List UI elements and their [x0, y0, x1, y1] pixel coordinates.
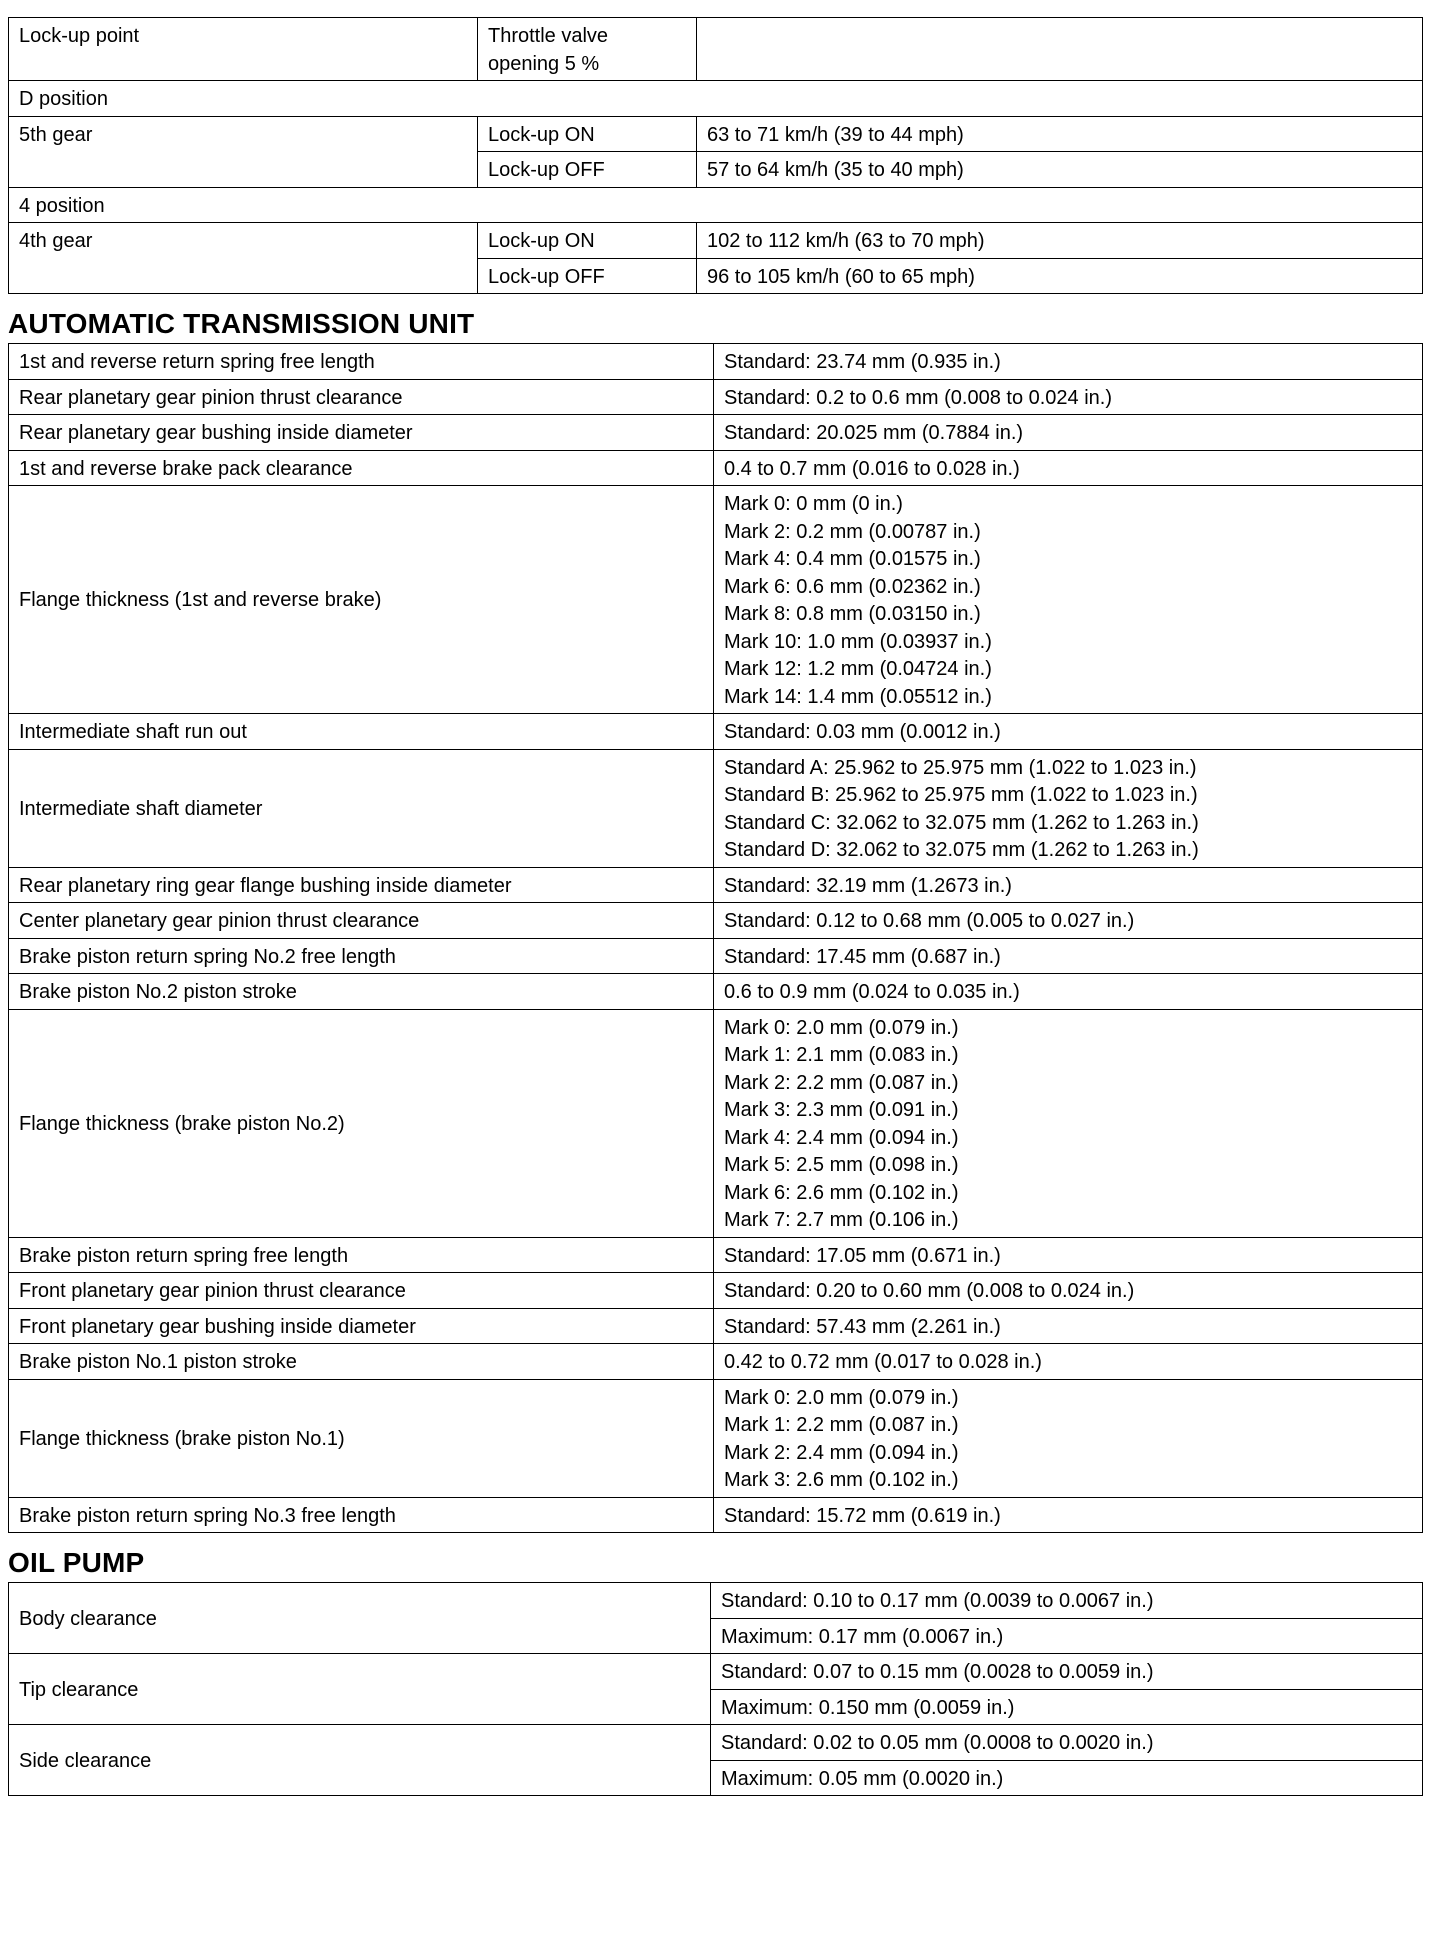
spec-label: Intermediate shaft run out: [9, 714, 714, 750]
4-position-heading: 4 position: [9, 187, 1423, 223]
spec-value-line: Standard: 20.025 mm (0.7884 in.): [724, 422, 1024, 444]
spec-value: [714, 379, 1423, 415]
table-row: [9, 867, 1423, 903]
spec-value: [714, 903, 1423, 939]
spec-value-line: Standard: 57.43 mm (2.261 in.): [724, 1315, 1001, 1338]
table-row: [9, 415, 1423, 451]
spec-value-line: Mark 2: 0.2 mm (0.00787 in.): [724, 520, 981, 543]
spec-label: Center planetary gear pinion thrust clearance: [9, 903, 714, 939]
table-row: [9, 81, 1423, 117]
spec-value-line: Mark 0: 2.0 mm (0.079 in.): [724, 1016, 959, 1039]
spec-value-line: Standard: 0.12 to 0.68 mm (0.005 to 0.027 in.): [724, 910, 1135, 932]
lockup-point-label: Lock-up point: [9, 18, 478, 81]
spec-label: 1st and reverse brake pack clearance: [9, 450, 714, 486]
table-row: [9, 116, 1423, 152]
spec-value: [714, 1237, 1423, 1273]
spec-label: Intermediate shaft diameter: [9, 749, 714, 867]
table-row: [9, 187, 1423, 223]
spec-label: Brake piston No.1 piston stroke: [9, 1344, 714, 1380]
table-row: [9, 1725, 1423, 1761]
lockup-on-value: 102 to 112 km/h (63 to 70 mph): [697, 223, 1423, 259]
table-row: [9, 1497, 1423, 1533]
table-row: [9, 1308, 1423, 1344]
atu-table: [8, 343, 1423, 1533]
spec-label: Rear planetary gear pinion thrust clearance: [9, 379, 714, 415]
spec-value-line: Standard: 17.45 mm (0.687 in.): [724, 945, 1001, 968]
table-row: [9, 1379, 1423, 1497]
spec-value-line: Mark 10: 1.0 mm (0.03937 in.): [724, 630, 992, 653]
spec-value-line: Standard A: 25.962 to 25.975 mm (1.022 to 1.023 in.): [724, 756, 1197, 779]
spec-value: [714, 1308, 1423, 1344]
empty-cell: [697, 18, 1423, 81]
spec-value-line: Mark 6: 2.6 mm (0.102 in.): [724, 1181, 959, 1204]
standard-value: Standard: 0.10 to 0.17 mm (0.0039 to 0.0067 in.): [711, 1583, 1423, 1619]
spec-label: Front planetary gear pinion thrust clearance: [9, 1273, 714, 1309]
spec-value: [714, 974, 1423, 1010]
spec-label: Flange thickness (1st and reverse brake): [9, 486, 714, 714]
lockup-off-label: Lock-up OFF: [478, 258, 697, 294]
oil-pump-table: [8, 1582, 1423, 1796]
spec-value: [714, 1344, 1423, 1380]
gear-label: 5th gear: [9, 116, 478, 187]
d-position-heading: D position: [9, 81, 1423, 117]
spec-value-line: 0.6 to 0.9 mm (0.024 to 0.035 in.): [724, 981, 1020, 1003]
table-row: [9, 749, 1423, 867]
table-row: [9, 223, 1423, 259]
spec-label: Rear planetary gear bushing inside diameter: [9, 415, 714, 451]
lockup-off-value: 57 to 64 km/h (35 to 40 mph): [697, 152, 1423, 188]
condition-line: Throttle valve: [488, 25, 609, 47]
spec-value-line: 0.42 to 0.72 mm (0.017 to 0.028 in.): [724, 1351, 1042, 1373]
spec-value-line: Standard: 0.03 mm (0.0012 in.): [724, 721, 1001, 743]
table-row: [9, 974, 1423, 1010]
spec-value-line: Mark 14: 1.4 mm (0.05512 in.): [724, 685, 992, 708]
spec-value: [714, 867, 1423, 903]
spec-label: Side clearance: [9, 1725, 711, 1796]
spec-value-line: Mark 7: 2.7 mm (0.106 in.): [724, 1209, 959, 1231]
spec-value-line: Mark 1: 2.2 mm (0.087 in.): [724, 1414, 959, 1436]
spec-value: [714, 938, 1423, 974]
spec-value: [714, 415, 1423, 451]
spec-value-line: Standard C: 32.062 to 32.075 mm (1.262 to 1.263 in.): [724, 811, 1199, 834]
spec-value-line: Mark 4: 2.4 mm (0.094 in.): [724, 1126, 959, 1149]
spec-value-line: Mark 4: 0.4 mm (0.01575 in.): [724, 548, 981, 570]
table-row: [9, 1654, 1423, 1690]
lockup-on-value: 63 to 71 km/h (39 to 44 mph): [697, 116, 1423, 152]
spec-value: [714, 714, 1423, 750]
maximum-value: Maximum: 0.150 mm (0.0059 in.): [711, 1689, 1423, 1725]
spec-value-line: Mark 12: 1.2 mm (0.04724 in.): [724, 658, 992, 680]
spec-value: [714, 486, 1423, 714]
standard-value: Standard: 0.02 to 0.05 mm (0.0008 to 0.0020 in.): [711, 1725, 1423, 1761]
spec-value-line: Standard: 32.19 mm (1.2673 in.): [724, 874, 1012, 897]
oil-pump-section-title: OIL PUMP: [8, 1547, 145, 1578]
spec-value-line: Mark 6: 0.6 mm (0.02362 in.): [724, 575, 981, 598]
atu-section-title: AUTOMATIC TRANSMISSION UNIT: [8, 308, 475, 339]
table-row: [9, 1009, 1423, 1237]
spec-value-line: Mark 2: 2.2 mm (0.087 in.): [724, 1071, 959, 1094]
spec-value-line: Standard: 15.72 mm (0.619 in.): [724, 1504, 1001, 1527]
spec-value: [714, 749, 1423, 867]
spec-value: [714, 1009, 1423, 1237]
lockup-on-label: Lock-up ON: [478, 223, 697, 259]
spec-value-line: 0.4 to 0.7 mm (0.016 to 0.028 in.): [724, 457, 1020, 480]
spec-value-line: Mark 3: 2.6 mm (0.102 in.): [724, 1469, 959, 1491]
spec-value-line: Standard D: 32.062 to 32.075 mm (1.262 to 1.263 in.): [724, 839, 1199, 861]
spec-value-line: Mark 1: 2.1 mm (0.083 in.): [724, 1044, 959, 1066]
maximum-value: Maximum: 0.17 mm (0.0067 in.): [711, 1618, 1423, 1654]
spec-value-line: Mark 0: 2.0 mm (0.079 in.): [724, 1386, 959, 1409]
lockup-off-label: Lock-up OFF: [478, 152, 697, 188]
table-row: [9, 903, 1423, 939]
table-row: [9, 486, 1423, 714]
lockup-table: [8, 17, 1423, 294]
lockup-condition: [478, 18, 697, 81]
maximum-value: Maximum: 0.05 mm (0.0020 in.): [711, 1760, 1423, 1796]
standard-value: Standard: 0.07 to 0.15 mm (0.0028 to 0.0059 in.): [711, 1654, 1423, 1690]
table-row: [9, 1344, 1423, 1380]
table-row: [9, 714, 1423, 750]
table-row: [9, 18, 1423, 81]
spec-label: Body clearance: [9, 1583, 711, 1654]
spec-value: [714, 450, 1423, 486]
spec-value-line: Mark 5: 2.5 mm (0.098 in.): [724, 1154, 959, 1176]
spec-label: Tip clearance: [9, 1654, 711, 1725]
spec-value: [714, 1273, 1423, 1309]
spec-value-line: Mark 0: 0 mm (0 in.): [724, 493, 903, 515]
spec-label: 1st and reverse return spring free length: [9, 344, 714, 380]
spec-value-line: Standard: 17.05 mm (0.671 in.): [724, 1244, 1001, 1267]
spec-label: Brake piston No.2 piston stroke: [9, 974, 714, 1010]
lockup-off-value: 96 to 105 km/h (60 to 65 mph): [697, 258, 1423, 294]
table-row: [9, 1583, 1423, 1619]
spec-page: [8, 17, 1422, 1796]
spec-label: Flange thickness (brake piston No.2): [9, 1009, 714, 1237]
spec-value-line: Mark 2: 2.4 mm (0.094 in.): [724, 1441, 959, 1464]
table-row: [9, 450, 1423, 486]
spec-label: Rear planetary ring gear flange bushing inside diameter: [9, 867, 714, 903]
spec-label: Brake piston return spring No.3 free length: [9, 1497, 714, 1533]
spec-value-line: Mark 8: 0.8 mm (0.03150 in.): [724, 603, 981, 625]
spec-value-line: Standard: 23.74 mm (0.935 in.): [724, 351, 1001, 373]
spec-value: [714, 1497, 1423, 1533]
table-row: [9, 379, 1423, 415]
spec-value-line: Mark 3: 2.3 mm (0.091 in.): [724, 1099, 959, 1121]
table-row: [9, 938, 1423, 974]
spec-value-line: Standard B: 25.962 to 25.975 mm (1.022 to 1.023 in.): [724, 784, 1198, 806]
table-row: [9, 1273, 1423, 1309]
spec-label: Brake piston return spring No.2 free length: [9, 938, 714, 974]
spec-label: Front planetary gear bushing inside diameter: [9, 1308, 714, 1344]
spec-label: Flange thickness (brake piston No.1): [9, 1379, 714, 1497]
lockup-on-label: Lock-up ON: [478, 116, 697, 152]
table-row: [9, 1237, 1423, 1273]
spec-value-line: Standard: 0.2 to 0.6 mm (0.008 to 0.024 in.): [724, 386, 1113, 409]
spec-value-line: Standard: 0.20 to 0.60 mm (0.008 to 0.024 in.): [724, 1280, 1135, 1302]
condition-line: opening 5 %: [488, 52, 600, 75]
table-row: [9, 344, 1423, 380]
spec-value: [714, 1379, 1423, 1497]
spec-value: [714, 344, 1423, 380]
gear-label: 4th gear: [9, 223, 478, 294]
spec-label: Brake piston return spring free length: [9, 1237, 714, 1273]
